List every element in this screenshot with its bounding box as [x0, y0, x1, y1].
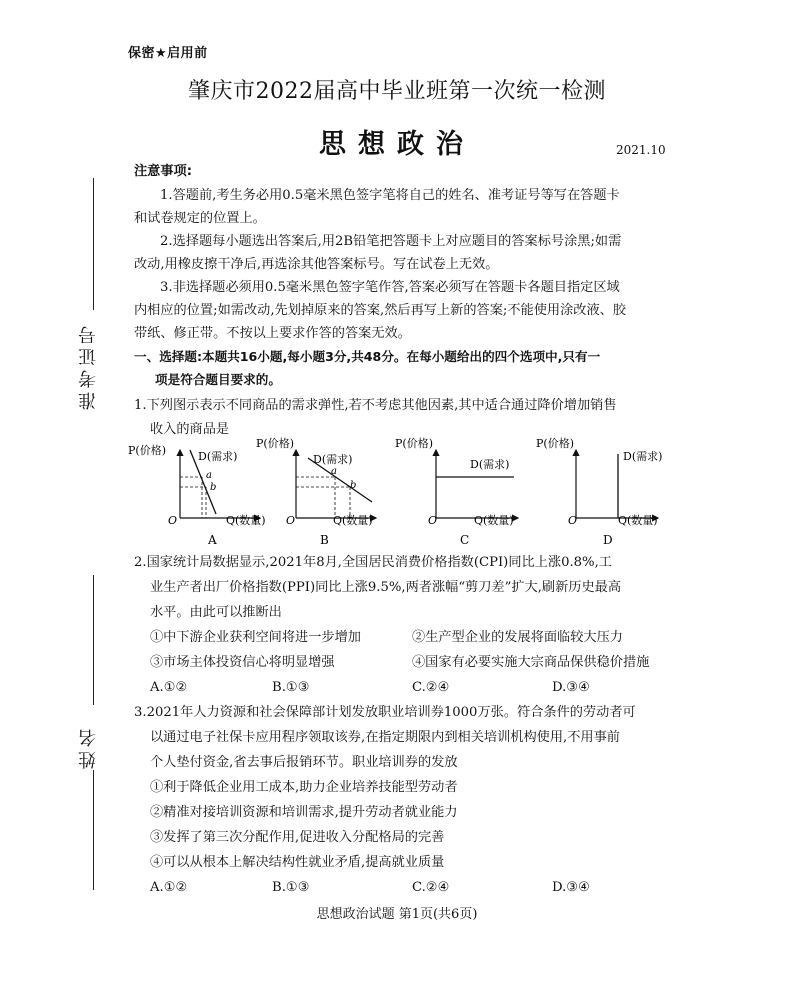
- graph-c-q-label: Q(数量): [474, 514, 514, 527]
- page-footer: 思想政治试题 第1页(共6页): [316, 907, 478, 922]
- q2-statement-1: ①中下游企业获利空间将进一步增加: [150, 630, 361, 645]
- notes-heading: 注意事项:: [134, 164, 193, 179]
- graph-a-q-label: Q(数量): [226, 514, 266, 527]
- section1-line-2: 项是符合题目要求的。: [155, 372, 281, 387]
- note-line-3: 2.选择题每小题选出答案后,用2B铅笔把答题卡上对应题目的答案标号涂黑;如需: [160, 234, 622, 249]
- graph-a-p-label: P(价格): [128, 444, 166, 457]
- subject-title: 思想政治: [319, 129, 475, 160]
- graph-a-letter: A: [208, 533, 217, 547]
- graph-a: [128, 443, 266, 547]
- exam-number-line: [93, 178, 94, 310]
- q3-statement-4: ④可以从根本上解决结构性就业矛盾,提高就业质量: [150, 855, 445, 870]
- q3-statement-2: ②精准对接培训资源和培训需求,提升劳动者就业能力: [150, 805, 458, 820]
- graph-d-letter: D: [603, 533, 613, 547]
- graph-d: [536, 436, 662, 547]
- q2-line-1: 2.国家统计局数据显示,2021年8月,全国居民消费价格指数(CPI)同比上涨0.8%,工: [134, 555, 612, 570]
- q2-option-d: D.③④: [552, 680, 590, 695]
- graph-b-q-label: Q(数量): [333, 514, 373, 527]
- graph-b: [256, 436, 376, 547]
- q2-statement-2: ②生产型企业的发展将面临较大压力: [412, 630, 623, 645]
- graph-d-p-label: P(价格): [536, 437, 574, 450]
- name-line: [93, 770, 94, 890]
- exam-title: 肇庆市2022届高中毕业班第一次统一检测: [188, 79, 606, 104]
- section1-line-1: 一、选择题:本题共16小题,每小题3分,共48分。在每小题给出的四个选项中,只有一: [134, 349, 601, 364]
- graph-b-point-b: b: [350, 480, 357, 491]
- graph-c-origin: O: [428, 514, 438, 527]
- q3-line-2: 以通过电子社保卡应用程序领取该券,在指定期限内到相关培训机构使用,不用事前: [150, 730, 620, 745]
- q3-line-3: 个人垫付资金,省去事后报销环节。职业培训券的发放: [150, 755, 458, 770]
- graph-b-d-label: D(需求): [313, 453, 353, 466]
- graph-a-d-label: D(需求): [198, 450, 238, 463]
- exam-date: 2021.10: [616, 143, 666, 157]
- q1-graphs: [0, 430, 794, 550]
- q2-line-2: 业生产者出厂价格指数(PPI)同比上涨9.5%,两者涨幅“剪刀差”扩大,刷新历史最高: [150, 580, 622, 595]
- graph-b-origin: O: [286, 514, 296, 527]
- q2-statement-3: ③市场主体投资信心将明显增强: [150, 655, 335, 670]
- graph-a-origin: O: [168, 514, 178, 527]
- note-line-1: 1.答题前,考生务必用0.5毫米黑色签字笔将自己的姓名、准考证号等写在答题卡: [160, 188, 620, 203]
- graph-a-point-b: b: [210, 482, 217, 493]
- secret-mark: 保密★启用前: [128, 46, 208, 61]
- q3-line-1: 3.2021年人力资源和社会保障部计划发放职业培训券1000万张。符合条件的劳动者可: [134, 705, 636, 720]
- q3-option-a: A.①②: [150, 880, 188, 895]
- graph-b-point-a: a: [331, 466, 337, 477]
- graph-d-d-label: D(需求): [623, 450, 663, 463]
- q3-option-d: D.③④: [552, 880, 590, 895]
- note-line-2: 和试卷规定的位置上。: [134, 211, 266, 226]
- note-line-4: 改动,用橡皮擦干净后,再选涂其他答案标号。写在试卷上无效。: [134, 257, 499, 272]
- q3-option-c: C.②④: [412, 880, 450, 895]
- graph-b-p-label: P(价格): [256, 437, 294, 450]
- q2-option-c: C.②④: [412, 680, 450, 695]
- note-line-6: 内相应的位置;如需改动,先划掉原来的答案,然后再写上新的答案;不能使用涂改液、胶: [134, 303, 627, 318]
- q2-statement-4: ④国家有必要实施大宗商品保供稳价措施: [412, 655, 650, 670]
- graph-c-p-label: P(价格): [395, 437, 433, 450]
- graph-c: [395, 436, 518, 547]
- q3-option-b: B.①③: [272, 880, 310, 895]
- note-line-7: 带纸、修正带。不按以上要求作答的答案无效。: [134, 326, 411, 341]
- graph-c-d-label: D(需求): [470, 458, 510, 471]
- q3-statement-3: ③发挥了第三次分配作用,促进收入分配格局的完善: [150, 830, 445, 845]
- exam-number-label: 准考证号: [78, 322, 99, 410]
- name-label: 姓名: [78, 725, 99, 769]
- q2-option-b: B.①③: [272, 680, 310, 695]
- side-divider-line: [93, 575, 94, 705]
- graph-d-q-label: Q(数量): [618, 514, 658, 527]
- q2-option-a: A.①②: [150, 680, 188, 695]
- note-line-5: 3.非选择题必须用0.5毫米黑色签字笔作答,答案必须写在答题卡各题目指定区域: [160, 280, 620, 295]
- graph-b-letter: B: [320, 533, 329, 547]
- q1-line-1: 1.下列图示表示不同商品的需求弹性,若不考虑其他因素,其中适合通过降价增加销售: [134, 398, 617, 413]
- q3-statement-1: ①利于降低企业用工成本,助力企业培养技能型劳动者: [150, 780, 458, 795]
- q2-line-3: 水平。由此可以推断出: [150, 605, 282, 620]
- q1-line-2: 收入的商品是: [150, 422, 230, 437]
- graph-d-origin: O: [568, 514, 578, 527]
- graph-c-letter: C: [460, 533, 470, 547]
- graph-a-point-a: a: [206, 470, 212, 481]
